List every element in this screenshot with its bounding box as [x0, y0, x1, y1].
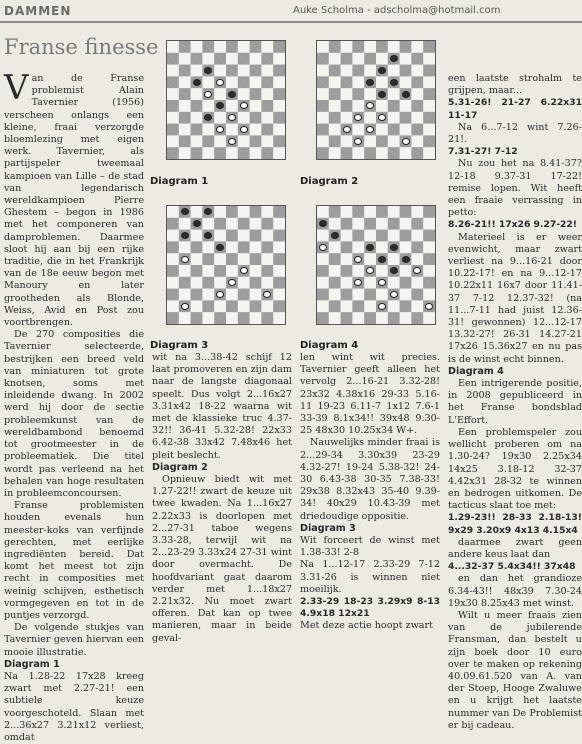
- white-piece: [240, 267, 248, 274]
- black-piece: [193, 79, 201, 86]
- article-title: Franse finesse: [4, 35, 159, 59]
- black-piece: [366, 244, 374, 251]
- black-piece: [366, 79, 374, 86]
- black-piece: [319, 220, 327, 227]
- white-piece: [216, 79, 224, 86]
- draughts-board-3: [166, 205, 286, 325]
- black-piece: [331, 232, 339, 239]
- paragraph: Nauwelijks minder fraai is 2...29-34 3.30x39 23-29 4.32-27! 19-24 5.38-32! 24-30 6.43-38 30-35 7.38-33! 29x38 8.32x43 35-40 9.39-34! 40x29 10.43-39 met driedoudige oppositie.: [300, 437, 440, 522]
- move-text: 7.31-27! 7-12: [448, 146, 518, 158]
- white-piece: [181, 256, 189, 263]
- black-piece: [390, 55, 398, 62]
- paragraph: Na 6...7-12 wint 7.26-21!.: [448, 121, 582, 146]
- white-piece: [390, 291, 398, 298]
- column-1: [4, 68, 144, 744]
- paragraph: Met deze actie hoopt zwart: [300, 620, 433, 632]
- drop-cap: V: [4, 68, 29, 108]
- paragraph: een laatste strohalm te grijpen, maar...: [448, 73, 582, 97]
- white-piece: [378, 279, 386, 286]
- move-text: 1.29-23!! 28-33 2.18-13! 9x29 3.20x9 4x13 4.15x4: [448, 512, 582, 536]
- white-piece: [228, 114, 236, 121]
- paragraph: daarmee zwart geen andere keus laat dan: [448, 536, 582, 560]
- white-piece: [354, 114, 362, 121]
- diagram-heading: Diagram 2: [152, 461, 208, 473]
- author-byline: Auke Scholma - adscholma@hotmail.com: [293, 5, 501, 16]
- diagram-heading: Diagram 3: [300, 522, 356, 534]
- white-piece: [263, 291, 271, 298]
- white-piece: [228, 138, 236, 145]
- black-piece: [181, 232, 189, 239]
- column-3: [300, 352, 440, 633]
- paragraph: Wilt u meer fraais zien van de jubilerende Fransman, dan bestelt u zijn boek door 10 euro over te maken op rekening 40.09.61.520 van A. van der Stoep, Hooge Zwaluwe en u krijgt het laatste nummer van De Problemist er bij cadeau.: [448, 609, 582, 731]
- black-piece: [181, 208, 189, 215]
- white-piece: [413, 267, 421, 274]
- move-text: 2.33-29 18-23 3.29x9 8-13 4.9x18 12x21: [300, 596, 440, 620]
- paragraph: en dan het grandioze 6.34-43!! 48x39 7.30-24 19x30 8.25x43 met winst.: [448, 573, 582, 609]
- black-piece: [378, 67, 386, 74]
- black-piece: [193, 220, 201, 227]
- paragraph: an de Franse problemist Alain Tavernier (1956) verscheen onlangs een kleine, fraai verzorgde bloemlezing met eigen werk. Tavernier, als partijspeler tweemaal kampioen van Lille – de stad van legendarisch wereldkampioen Pierre Ghestem – begon in 1986 met het componeren van damproblemen. Daarmee sloot hij aan bij een rijke traditie, die in het Frankrijk van de 18e eeuw begon met Manoury en later grootheden als Blonde, Weiss, Avid en Post zou voortbrengen.: [4, 73, 144, 329]
- black-piece: [390, 79, 398, 86]
- white-piece: [366, 267, 374, 274]
- black-piece: [204, 232, 212, 239]
- white-piece: [354, 138, 362, 145]
- section-title: DAMMEN: [4, 4, 72, 18]
- black-piece: [402, 256, 410, 263]
- move-text: 5.31-26! 21-27 6.22x31 11-17: [448, 97, 582, 121]
- column-2: [152, 352, 292, 645]
- white-piece: [354, 279, 362, 286]
- white-piece: [216, 291, 224, 298]
- black-piece: [204, 114, 212, 121]
- white-piece: [354, 256, 362, 263]
- white-piece: [366, 102, 374, 109]
- move-text: 8.26-21!! 17x26 9.27-22!: [448, 219, 577, 231]
- black-piece: [378, 91, 386, 98]
- paragraph: Een intrigerende positie, in 2008 gepubliceerd in het Franse bondsblad L'Effort.: [448, 378, 582, 426]
- white-piece: [216, 126, 224, 133]
- paragraph: Opnieuw biedt wit met 1.27-22!! zwart de keuze uit twee kwaden. Na 1...16x27 2.22x33 is doorlopen met 2...27-31 taboe wegens 3.33-28, terwijl wit na 2...23-29 3.33x24 27-31 wint door overmacht. De hoofdvariant gaat daarom verder met 1...18x27 2.21x32. Nu moet zwart offeren. Dat kan op twee manieren, maar in beide geval-: [152, 474, 293, 644]
- column-4: [448, 73, 582, 732]
- paragraph: De volgende stukjes van Tavernier geven hiervan een mooie illustratie.: [4, 622, 144, 658]
- paragraph: Een problemspeler zou wellicht proberen om na 1.30-24? 19x30 2.25x34 14x25 3.18-12 32-37 4.42x31 28-32 te winnen en bedrogen uitkomen. De tacticus slaat toe met:: [448, 426, 582, 512]
- move-text: 4...32-37 5.4x34!! 37x48: [448, 561, 576, 573]
- diagram-label: Diagram 4: [300, 340, 359, 351]
- black-piece: [216, 102, 224, 109]
- paragraph: len wint wit precies. Tavernier geeft alleen het vervolg 2...16-21 3.32-28! 23x32 4.38x16 29-33 5.16-11 19-23 6.11-7 1x12 7.6-1 33-39 8.1x34!! 39x48 9.30-25 48x30 10.25x34 W+.: [300, 352, 440, 437]
- black-piece: [390, 244, 398, 251]
- diagram-heading: Diagram 4: [448, 365, 504, 377]
- white-piece: [181, 303, 189, 310]
- paragraph: Materieel is er weer evenwicht, maar zwart verliest na 9...16-21 door 10.22-17! en na 9...12-17 10.22x11 16x7 door 11.41-37 7-12 12.37-32! (na 11...7-11 had juist 12.36-31! gewonnen) 12...12-17 13.32-27! 26-31 14.27-21 17x26 15.36x27 en nu pas is de winst echt binnen.: [448, 231, 582, 365]
- black-piece: [378, 256, 386, 263]
- paragraph: Franse problemisten houden evenals hun meester-koks van verfijnde gerechten, met eerlijke ingrediënten bereid. Dat komt het meest tot zijn recht in composities met weinig schijven, esthetisch vormgegeven en tot in de puntjes verzorgd.: [4, 500, 144, 621]
- draughts-board-1: [166, 40, 286, 160]
- black-piece: [216, 244, 224, 251]
- paragraph: De 270 composities die Tavernier selecteerde, bestrijken een breed veld van miniaturen tot grote knotsen, soms met inleidende dwang. In 2002 werd hij door de sectie probleemkunst van de wereldbambond benoemd tot grootmeester in de probleematiek. Die titel wordt pas verleend na het behalen van hoge resultaten in probleemconcoursen.: [4, 329, 144, 499]
- draughts-board-2: [316, 40, 436, 160]
- black-piece: [204, 67, 212, 74]
- white-piece: [240, 126, 248, 133]
- paragraph: Nu zou het na 8.41-37? 12-18 9.37-31 17-22! remise lopen. Wit heeft een fraaie verrassing in petto:: [448, 158, 582, 219]
- white-piece: [402, 138, 410, 145]
- paragraph: Wit forceert de winst met 1.38-33! 2-8: [300, 535, 440, 559]
- move-text: Na 1.28-22 17x28 kreeg zwart met 2.27-21! een subtiele keuze voorgeschoteld. Slaan met 2...36x27 3.21x12 verliest, omdat: [4, 670, 144, 743]
- white-piece: [378, 114, 386, 121]
- white-piece: [425, 303, 433, 310]
- white-piece: [319, 244, 327, 251]
- black-piece: [204, 208, 212, 215]
- white-piece: [343, 126, 351, 133]
- white-piece: [378, 303, 386, 310]
- header-rule: [0, 21, 582, 23]
- white-piece: [228, 279, 236, 286]
- diagram-label: Diagram 2: [300, 176, 359, 187]
- white-piece: [204, 91, 212, 98]
- white-piece: [240, 102, 248, 109]
- paragraph: Na 1...12-17 2.33-29 7-12 3.31-26 is winnen niet moeilijk.: [300, 559, 440, 595]
- draughts-board-4: [316, 205, 436, 325]
- diagram-heading: Diagram 1: [4, 658, 60, 670]
- paragraph: wit na 3...38-42 schijf 12 laat promoveren en zijn dam naar de langste diagonaal speelt. Dus volgt 2...16x27 3.31x42 18-22 waarna wit met de klassieke truc 4.37-32!! 36-41 5.32-28! 22x33 6.42-38 33x42 7.48x46 het pleit beslecht.: [152, 352, 292, 461]
- diagram-label: Diagram 1: [150, 176, 209, 187]
- page-header: [0, 0, 582, 22]
- black-piece: [390, 267, 398, 274]
- black-piece: [402, 91, 410, 98]
- white-piece: [366, 126, 374, 133]
- diagram-label: Diagram 3: [150, 340, 209, 351]
- black-piece: [228, 91, 236, 98]
